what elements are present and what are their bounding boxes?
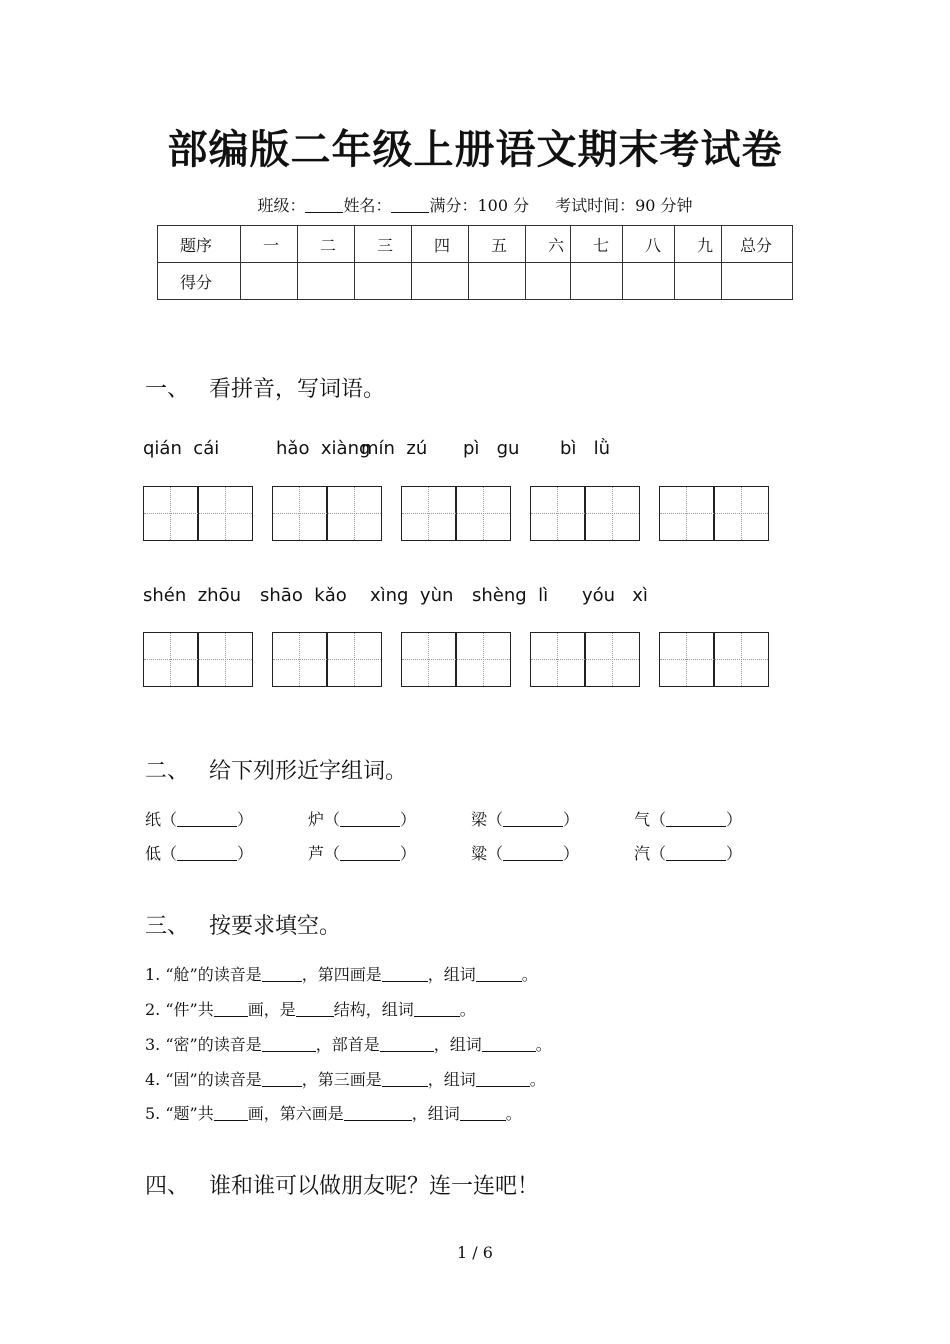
answer-blank[interactable] xyxy=(177,812,237,827)
answer-blank[interactable] xyxy=(177,846,237,861)
item-text: ，组词 xyxy=(433,1035,482,1054)
item-text: ，组词 xyxy=(427,1070,476,1089)
item-text: 画，第六画是 xyxy=(247,1104,344,1123)
item-text: 结构，组词 xyxy=(333,1000,414,1019)
score-header-cell: 总分 xyxy=(722,226,793,263)
item-text: ，第四画是 xyxy=(301,965,382,984)
char: 低 xyxy=(145,844,162,863)
answer-blank[interactable] xyxy=(262,1037,316,1052)
char: 芦 xyxy=(308,844,325,863)
item-number: 5. xyxy=(145,1104,161,1123)
class-blank[interactable] xyxy=(305,198,343,213)
score-header-cell: 四 xyxy=(412,226,469,263)
score-cell[interactable] xyxy=(355,263,412,300)
pinyin-word: shāo kǎo xyxy=(260,585,347,606)
fill-item xyxy=(145,962,538,985)
writing-box[interactable] xyxy=(659,632,769,687)
item-text: 。 xyxy=(521,965,538,984)
paren-close: ） xyxy=(237,844,254,863)
section-title: 看拼音，写词语。 xyxy=(209,377,386,402)
answer-blank[interactable] xyxy=(414,1002,460,1017)
score-cell[interactable] xyxy=(469,263,526,300)
word-blank xyxy=(634,807,742,830)
pinyin-word: bì lǜ xyxy=(560,438,611,459)
item-number: 4. xyxy=(145,1070,161,1089)
writing-box[interactable] xyxy=(659,486,769,541)
answer-blank[interactable] xyxy=(296,1002,334,1017)
score-header-cell: 九 xyxy=(675,226,722,263)
pinyin-word: yóu xì xyxy=(582,585,648,606)
item-text: “题”共 xyxy=(165,1104,214,1123)
section-2-heading xyxy=(145,754,407,785)
section-title: 谁和谁可以做朋友呢？连一连吧！ xyxy=(209,1174,540,1199)
item-text: “舱”的读音是 xyxy=(165,965,262,984)
paren-open: （ xyxy=(650,810,667,829)
paren-open: （ xyxy=(487,810,504,829)
exam-time: 考试时间：90 分钟 xyxy=(555,196,693,215)
writing-box[interactable] xyxy=(530,486,640,541)
score-header-row xyxy=(158,226,793,263)
item-text: ，组词 xyxy=(411,1104,460,1123)
word-blank xyxy=(145,841,253,864)
answer-blank[interactable] xyxy=(503,812,563,827)
answer-blank[interactable] xyxy=(666,846,726,861)
char: 气 xyxy=(634,810,651,829)
section-number: 一、 xyxy=(145,377,190,402)
answer-blank[interactable] xyxy=(262,1072,302,1087)
score-value-row xyxy=(158,263,793,300)
score-cell[interactable] xyxy=(298,263,355,300)
paren-close: ） xyxy=(400,810,417,829)
answer-blank[interactable] xyxy=(476,1072,530,1087)
score-cell[interactable] xyxy=(675,263,722,300)
char: 梁 xyxy=(471,810,488,829)
score-header-cell: 五 xyxy=(469,226,526,263)
full-score: 满分：100 分 xyxy=(429,196,530,215)
char: 汽 xyxy=(634,844,651,863)
item-text: 。 xyxy=(535,1035,552,1054)
answer-blank[interactable] xyxy=(214,1106,248,1121)
score-cell[interactable] xyxy=(722,263,793,300)
score-header-cell: 题序 xyxy=(158,226,241,263)
pinyin-word: xìng yùn xyxy=(370,585,454,606)
score-table xyxy=(157,225,793,300)
pinyin-word: shèng lì xyxy=(472,585,549,606)
char: 粱 xyxy=(471,844,488,863)
paren-open: （ xyxy=(650,844,667,863)
section-4-heading xyxy=(145,1169,539,1200)
page-title: 部编版二年级上册语文期末考试卷 xyxy=(167,127,783,173)
writing-box[interactable] xyxy=(401,632,511,687)
paren-close: ） xyxy=(237,810,254,829)
paren-open: （ xyxy=(324,810,341,829)
item-text: 。 xyxy=(529,1070,546,1089)
item-number: 1. xyxy=(145,965,161,984)
score-cell[interactable] xyxy=(241,263,298,300)
answer-blank[interactable] xyxy=(214,1002,248,1017)
item-number: 3. xyxy=(145,1035,161,1054)
word-blank xyxy=(308,841,416,864)
paren-open: （ xyxy=(324,844,341,863)
word-blank xyxy=(471,807,579,830)
paren-close: ） xyxy=(726,810,743,829)
answer-blank[interactable] xyxy=(476,967,522,982)
section-title: 给下列形近字组词。 xyxy=(209,759,408,784)
item-text: 。 xyxy=(459,1000,476,1019)
writing-box[interactable] xyxy=(401,486,511,541)
section-number: 二、 xyxy=(145,759,190,784)
writing-box[interactable] xyxy=(143,486,253,541)
pinyin-word: pì gu xyxy=(463,438,520,459)
fill-item xyxy=(145,1032,552,1055)
item-text: “件”共 xyxy=(165,1000,214,1019)
class-label: 班级： xyxy=(257,196,306,215)
score-header-cell: 八 xyxy=(623,226,675,263)
answer-blank[interactable] xyxy=(666,812,726,827)
pinyin-word: hǎo xiàng xyxy=(276,438,371,459)
item-text: 画，是 xyxy=(247,1000,296,1019)
score-header-cell: 三 xyxy=(355,226,412,263)
item-text: “密”的读音是 xyxy=(165,1035,262,1054)
writing-box[interactable] xyxy=(272,632,382,687)
score-cell[interactable] xyxy=(412,263,469,300)
item-number: 2. xyxy=(145,1000,161,1019)
answer-blank[interactable] xyxy=(382,967,428,982)
score-header-cell: 一 xyxy=(241,226,298,263)
section-1-heading xyxy=(145,372,385,403)
section-number: 三、 xyxy=(145,914,190,939)
answer-blank[interactable] xyxy=(503,846,563,861)
answer-blank[interactable] xyxy=(340,812,400,827)
pinyin-word: shén zhōu xyxy=(143,585,241,606)
word-blank xyxy=(145,807,253,830)
fill-item xyxy=(145,997,476,1020)
word-blank xyxy=(471,841,579,864)
char: 炉 xyxy=(308,810,325,829)
writing-box[interactable] xyxy=(272,486,382,541)
section-title: 按要求填空。 xyxy=(209,914,342,939)
item-text: 。 xyxy=(505,1104,522,1123)
pinyin-word: qián cái xyxy=(143,438,220,459)
writing-box[interactable] xyxy=(530,632,640,687)
writing-box[interactable] xyxy=(143,632,253,687)
answer-blank[interactable] xyxy=(482,1037,536,1052)
char: 纸 xyxy=(145,810,162,829)
score-row-label: 得分 xyxy=(158,263,241,300)
word-blank xyxy=(634,841,742,864)
paren-open: （ xyxy=(161,844,178,863)
pinyin-word: mín zú xyxy=(361,438,428,459)
page-number: 1 / 6 xyxy=(457,1243,493,1262)
paren-open: （ xyxy=(487,844,504,863)
fill-item xyxy=(145,1067,546,1090)
score-cell[interactable] xyxy=(526,263,571,300)
section-3-heading xyxy=(145,909,341,940)
name-label: 姓名： xyxy=(343,196,392,215)
answer-blank[interactable] xyxy=(382,1072,428,1087)
answer-blank[interactable] xyxy=(344,1106,412,1121)
answer-blank[interactable] xyxy=(262,967,302,982)
item-text: ，部首是 xyxy=(315,1035,380,1054)
paren-close: ） xyxy=(563,844,580,863)
item-text: “固”的读音是 xyxy=(165,1070,262,1089)
name-blank[interactable] xyxy=(391,198,429,213)
score-header-cell: 二 xyxy=(298,226,355,263)
section-number: 四、 xyxy=(145,1174,190,1199)
answer-blank[interactable] xyxy=(380,1037,434,1052)
item-text: ，第三画是 xyxy=(301,1070,382,1089)
answer-blank[interactable] xyxy=(460,1106,506,1121)
paren-open: （ xyxy=(161,810,178,829)
score-header-cell: 七 xyxy=(571,226,623,263)
score-cell[interactable] xyxy=(623,263,675,300)
paren-close: ） xyxy=(726,844,743,863)
word-blank xyxy=(308,807,416,830)
answer-blank[interactable] xyxy=(340,846,400,861)
paren-close: ） xyxy=(563,810,580,829)
item-text: ，组词 xyxy=(427,965,476,984)
paren-close: ） xyxy=(400,844,417,863)
score-header-cell: 六 xyxy=(526,226,571,263)
fill-item xyxy=(145,1101,522,1124)
score-cell[interactable] xyxy=(571,263,623,300)
exam-meta xyxy=(0,193,950,216)
